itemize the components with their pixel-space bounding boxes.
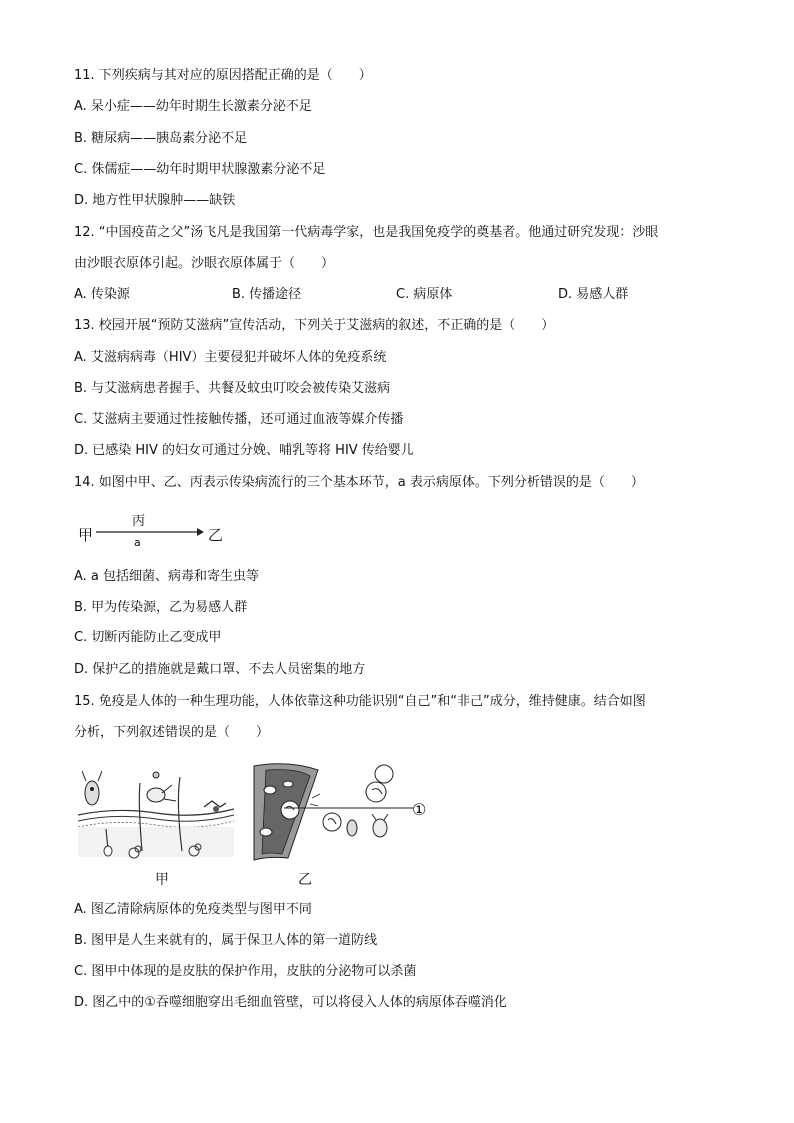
q15-option-b: B. 图甲是人生来就有的，属于保卫人体的第一道防线 [74, 933, 378, 948]
q12-option-c: C. 病原体 [396, 287, 453, 302]
diagram-arrow [96, 526, 204, 538]
q13-option-c: C. 艾滋病主要通过性接触传播，还可通过血液等媒介传播 [74, 412, 404, 427]
phagocyte-illustration [248, 760, 430, 864]
q14-option-c: C. 切断丙能防止乙变成甲 [74, 630, 222, 645]
q11-option-d: D. 地方性甲状腺肿——缺铁 [74, 193, 236, 208]
q13-stem: 13. 校园开展“预防艾滋病”宣传活动，下列关于艾滋病的叙述，不正确的是（ ） [74, 318, 555, 333]
q13-option-d: D. 已感染 HIV 的妇女可通过分娩、哺乳等将 HIV 传给婴儿 [74, 443, 414, 458]
q11-option-c: C. 侏儒症——幼年时期甲状腺激素分泌不足 [74, 162, 326, 177]
marker-one: ① [412, 800, 427, 819]
diagram-label-a: a [134, 536, 141, 549]
q14-stem: 14. 如图中甲、乙、丙表示传染病流行的三个基本环节，a 表示病原体。下列分析错误的是（ ） [74, 475, 644, 490]
q15-option-c: C. 图甲中体现的是皮肤的保护作用，皮肤的分泌物可以杀菌 [74, 964, 417, 979]
diagram-node-yi: 乙 [208, 526, 224, 544]
diagram-label-bing: 丙 [132, 514, 146, 529]
q12-stem-line2: 由沙眼衣原体引起。沙眼衣原体属于（ ） [74, 256, 335, 271]
q11-stem: 11. 下列疾病与其对应的原因搭配正确的是（ ） [74, 68, 372, 83]
q12-stem-line1: 12. “中国疫苗之父”汤飞凡是我国第一代病毒学家，也是我国免疫学的奠基者。他通过研究发现：沙眼 [74, 225, 659, 240]
skin-barrier-illustration [76, 763, 236, 863]
q12-option-b: B. 传播途径 [232, 287, 302, 302]
q13-option-a: A. 艾滋病病毒（HIV）主要侵犯并破坏人体的免疫系统 [74, 350, 387, 365]
q15-stem-line2: 分析，下列叙述错误的是（ ） [74, 725, 270, 740]
q14-option-b: B. 甲为传染源，乙为易感人群 [74, 600, 248, 615]
q11-option-a: A. 呆小症——幼年时期生长激素分泌不足 [74, 99, 312, 114]
q14-option-d: D. 保护乙的措施就是戴口罩、不去人员密集的地方 [74, 662, 366, 677]
q14-diagram [74, 510, 224, 552]
q12-option-a: A. 传染源 [74, 287, 130, 302]
figure-label-jia: 甲 [155, 872, 169, 888]
q13-option-b: B. 与艾滋病患者握手、共餐及蚊虫叮咬会被传染艾滋病 [74, 381, 391, 396]
figure-label-yi: 乙 [298, 872, 312, 888]
q15-stem-line1: 15. 免疫是人体的一种生理功能，人体依靠这种功能识别“自己”和“非己”成分，维持健康。结合如图 [74, 694, 646, 709]
q12-option-d: D. 易感人群 [558, 287, 629, 302]
q15-option-a: A. 图乙清除病原体的免疫类型与图甲不同 [74, 902, 312, 917]
q11-option-b: B. 糖尿病——胰岛素分泌不足 [74, 131, 248, 146]
diagram-node-jia: 甲 [78, 526, 94, 544]
q15-option-d: D. 图乙中的①吞噬细胞穿出毛细血管壁，可以将侵入人体的病原体吞噬消化 [74, 995, 507, 1010]
q14-option-a: A. a 包括细菌、病毒和寄生虫等 [74, 569, 260, 584]
